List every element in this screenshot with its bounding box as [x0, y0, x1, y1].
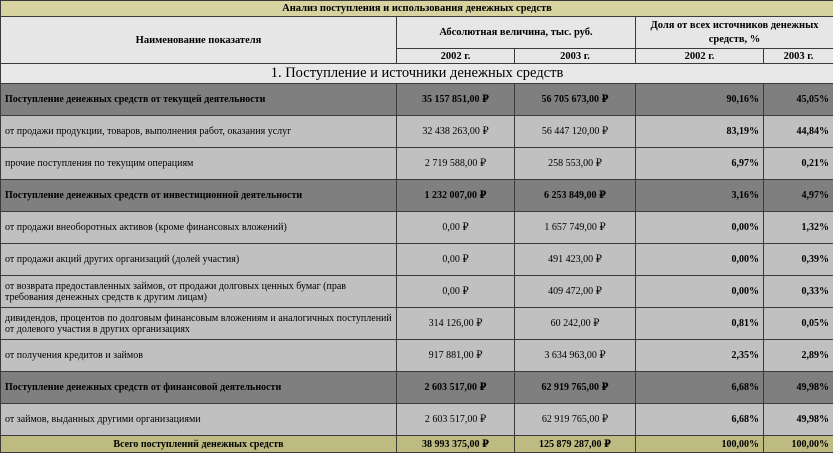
share-2003: 49,98%	[764, 404, 833, 436]
total-share-2002: 100,00%	[636, 436, 764, 453]
row-label: дивидендов, процентов по долговым финансовым вложениям и аналогичных поступлений от долевого участия в других организациях	[1, 308, 397, 340]
header-year: 2002 г.	[397, 49, 515, 64]
share-2002: 0,81%	[636, 308, 764, 340]
share-2003: 1,32%	[764, 212, 833, 244]
share-2003: 49,98%	[764, 372, 833, 404]
value-2003: 409 472,00 ₽	[515, 276, 636, 308]
value-2003: 60 242,00 ₽	[515, 308, 636, 340]
section-row	[1, 64, 833, 84]
share-2003: 0,33%	[764, 276, 833, 308]
table-row	[1, 340, 833, 372]
row-label: Поступление денежных средств от финансовой деятельности	[1, 372, 397, 404]
header-absolute: Абсолютная величина, тыс. руб.	[397, 17, 636, 49]
share-2002: 6,97%	[636, 148, 764, 180]
share-2003: 4,97%	[764, 180, 833, 212]
table-title-row	[1, 1, 833, 17]
share-2002: 6,68%	[636, 404, 764, 436]
value-2002: 917 881,00 ₽	[397, 340, 515, 372]
header-year: 2002 г.	[636, 49, 764, 64]
table-row	[1, 276, 833, 308]
share-2002: 90,16%	[636, 84, 764, 116]
row-label: прочие поступления по текущим операциям	[1, 148, 397, 180]
total-row	[1, 436, 833, 453]
table-row	[1, 308, 833, 340]
share-2002: 6,68%	[636, 372, 764, 404]
share-2003: 44,84%	[764, 116, 833, 148]
value-2002: 2 603 517,00 ₽	[397, 372, 515, 404]
header-row	[1, 17, 833, 49]
row-label: от продажи акций других организаций (долей участия)	[1, 244, 397, 276]
value-2002: 0,00 ₽	[397, 244, 515, 276]
header-year: 2003 г.	[764, 49, 833, 64]
table-row	[1, 404, 833, 436]
share-2003: 0,05%	[764, 308, 833, 340]
value-2002: 32 438 263,00 ₽	[397, 116, 515, 148]
value-2003: 56 705 673,00 ₽	[515, 84, 636, 116]
header-share: Доля от всех источников денежных средств, %	[636, 17, 833, 49]
share-2003: 2,89%	[764, 340, 833, 372]
value-2003: 491 423,00 ₽	[515, 244, 636, 276]
total-label: Всего поступлений денежных средств	[1, 436, 397, 453]
value-2003: 62 919 765,00 ₽	[515, 404, 636, 436]
row-label: от займов, выданных другими организациями	[1, 404, 397, 436]
value-2003: 3 634 963,00 ₽	[515, 340, 636, 372]
table-row	[1, 84, 833, 116]
table-row	[1, 212, 833, 244]
share-2002: 0,00%	[636, 212, 764, 244]
value-2003: 258 553,00 ₽	[515, 148, 636, 180]
share-2002: 0,00%	[636, 244, 764, 276]
row-label: от получения кредитов и займов	[1, 340, 397, 372]
value-2002: 1 232 007,00 ₽	[397, 180, 515, 212]
table-row	[1, 372, 833, 404]
section-title: 1. Поступление и источники денежных средств	[1, 64, 833, 84]
row-label: Поступление денежных средств от инвестиционной деятельности	[1, 180, 397, 212]
header-indicator: Наименование показателя	[1, 17, 397, 64]
share-2002: 2,35%	[636, 340, 764, 372]
share-2002: 83,19%	[636, 116, 764, 148]
share-2003: 0,21%	[764, 148, 833, 180]
share-2003: 0,39%	[764, 244, 833, 276]
table-row	[1, 148, 833, 180]
table-title: Анализ поступления и использования денежных средств	[1, 1, 833, 17]
value-2003: 6 253 849,00 ₽	[515, 180, 636, 212]
table-row	[1, 116, 833, 148]
row-label: от продажи продукции, товаров, выполнения работ, оказания услуг	[1, 116, 397, 148]
value-2002: 0,00 ₽	[397, 276, 515, 308]
row-label: от продажи внеоборотных активов (кроме финансовых вложений)	[1, 212, 397, 244]
value-2003: 62 919 765,00 ₽	[515, 372, 636, 404]
total-share-2003: 100,00%	[764, 436, 833, 453]
value-2002: 314 126,00 ₽	[397, 308, 515, 340]
header-year: 2003 г.	[515, 49, 636, 64]
value-2002: 35 157 851,00 ₽	[397, 84, 515, 116]
total-value-2003: 125 879 287,00 ₽	[515, 436, 636, 453]
value-2002: 2 603 517,00 ₽	[397, 404, 515, 436]
total-value-2002: 38 993 375,00 ₽	[397, 436, 515, 453]
value-2003: 1 657 749,00 ₽	[515, 212, 636, 244]
share-2003: 45,05%	[764, 84, 833, 116]
table-row	[1, 180, 833, 212]
row-label: от возврата предоставленных займов, от продажи долговых ценных бумаг (прав требования денежных средств к другим лицам)	[1, 276, 397, 308]
row-label: Поступление денежных средств от текущей деятельности	[1, 84, 397, 116]
share-2002: 3,16%	[636, 180, 764, 212]
value-2002: 2 719 588,00 ₽	[397, 148, 515, 180]
table-row	[1, 244, 833, 276]
share-2002: 0,00%	[636, 276, 764, 308]
value-2002: 0,00 ₽	[397, 212, 515, 244]
value-2003: 56 447 120,00 ₽	[515, 116, 636, 148]
